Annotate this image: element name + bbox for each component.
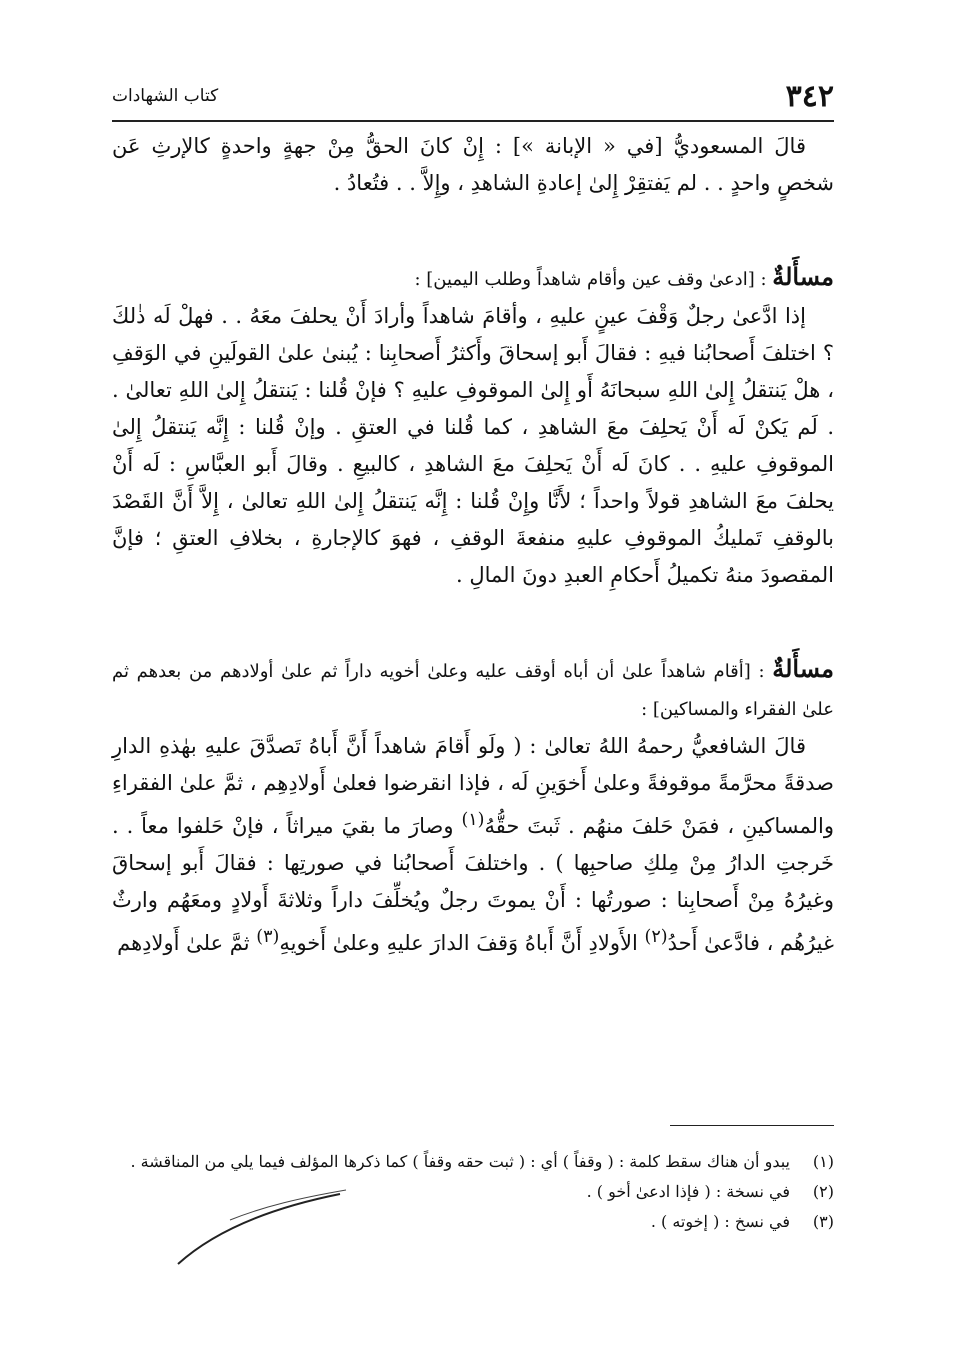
footnote-number: (٣) [812, 1212, 834, 1231]
issue-label: مسأَلةٌ [772, 262, 834, 291]
running-title: كتاب الشهادات [112, 86, 219, 106]
footnote-text: يبدو أن هناك سقط كلمة : ( وقفاً ) أي : ( ثبت حقه وقفاً ) كما ذكرها المؤلف فيما يلي من المناقشة . [130, 1152, 790, 1171]
paragraph-shafii [112, 728, 834, 962]
footnote-number: (٢) [812, 1182, 834, 1201]
footnote-text: في نسخ : ( إخوته ) . [650, 1212, 790, 1231]
issue-label: مسأَلةٌ [772, 654, 834, 683]
page-number: ٣٤٢ [785, 79, 834, 114]
paragraph-masoudi: قالَ المسعوديُّ [في « الإبانة »] : إِنْ كانَ الحقُّ مِنْ جهةٍ واحدةٍ كالإرثِ عَن شخصٍ واحدٍ . . لم يَفتقِرْ إِلىٰ إعادةِ الشاهدِ ، وإِلاَّ . . فتُعادُ . [112, 134, 834, 195]
pen-stroke-mark [170, 1180, 350, 1270]
text-run: الأَولادِ أَنَّ أَباهُ وَقفَ الدارَ عليهِ وعلىٰ أَخويهِ [279, 931, 645, 955]
footnote-ref-3[interactable]: (٣) [256, 927, 280, 947]
text-run: قالَ الشافعيُّ رحمهُ اللهُ تعالىٰ : ( ولَو أَقامَ شاهداً أَنَّ أَباهُ تَصدَّقَ عليهِ بهٰذهِ الدارِ صدقةً محرَّمةً موقوفةً وعلىٰ أَخوَينِ لَه ، فإذا انقرضوا فعلىٰ أَولادِهِم ، ثمَّ علىٰ الفقراءِ والمساكينِ ، فمَنْ حَلفَ منهُم . ثَبتَ حقُّهُ [112, 734, 834, 838]
page-header [112, 78, 834, 118]
issue-title: : [ادعىٰ وقف عين وأقام شاهداً وطلب اليمين] : [414, 269, 773, 290]
paragraph-waqf-claim: إذا ادَّعىٰ رجلٌ وَقْفَ عينٍ عليهِ ، وأقامَ شاهداً وأرادَ أَنْ يحلفَ معَهُ . . فهلْ لَه ذٰلكَ ؟ اختلفَ أَصحابُنا فيهِ : فقالَ أَبو إسحاقَ وأَكثرُ أَصحابِنا : يُبنىٰ علىٰ القولَينِ في الوَقفِ ، هلْ يَنتقلُ إِلىٰ اللهِ سبحانَهُ أَو إِلىٰ الموقوفِ عليهِ ؟ فإنْ قُلنا : يَنتقلُ إِلىٰ اللهِ تعالىٰ . . لَم يَكنْ لَه أَنْ يَحلِفَ معَ الشاهدِ ، كما قُلنا في العتقِ . وإنْ قُلنا : إِنَّه يَنتقلُ إِلىٰ الموقوفِ عليهِ . . كانَ لَه أَنْ يَحلِفَ معَ الشاهدِ ، كالبيعِ . وقالَ أَبو العبَّاسِ : لَه أَنْ يحلفَ معَ الشاهدِ قولاً واحداً ؛ لأَنَّا وإِنْ قُلنا : إِنَّه يَنتقلُ إِلىٰ اللهِ تعالىٰ ، إِلاَّ أَنَّ القَصْدَ بالوقفِ تَمليكُ الموقوفِ عليهِ منفعةَ الوقفِ ، فهوَ كالإجارةِ ، بخلافِ العتقِ ؛ فإنَّ المقصودَ منهُ تكميلُ أَحكامِ العبدِ دونَ المالِ . [112, 304, 834, 587]
footnote-number: (١) [812, 1152, 834, 1171]
section-gap [112, 594, 834, 650]
issue-heading-2 [112, 650, 834, 728]
text-run: ثمَّ علىٰ أَولادِهم [117, 931, 257, 955]
footnote-ref-1[interactable]: (١) [461, 810, 485, 830]
footnote-rule [670, 1125, 834, 1126]
footnote-ref-2[interactable]: (٢) [644, 927, 668, 947]
main-text [112, 128, 834, 962]
text-run: وصارَ ما بقيَ ميراثاً ، فإنْ حَلفوا معاً . . خَرجتِ الدارُ مِنْ مِلكِ صاحبِها ) . واختلفَ أَصحابُنا في صورتِها : فقالَ أَبو إسحاقَ وغيرُهُ مِنْ أَصحابِنا : صورتُها : أَنْ يموتَ رجلٌ ويُخلِّفَ داراً وثلاثةَ أَولادٍ ومعَهُم وارثٌ غيرُهُم ، فادَّعىٰ أَحدُ [112, 814, 834, 955]
footnote-text: في نسخة : ( فإذا ادعىٰ أخو ) . [586, 1182, 790, 1201]
issue-title: : [أقام شاهداً علىٰ أن أباه أوقف عليه وعلىٰ أخويه داراً ثم علىٰ أولادهم من بعدهم ثم علىٰ الفقراء والمساكين] : [112, 661, 834, 720]
footnote-1 [112, 1148, 834, 1176]
issue-heading-1 [112, 258, 834, 298]
section-gap [112, 202, 834, 258]
header-rule [112, 120, 834, 122]
